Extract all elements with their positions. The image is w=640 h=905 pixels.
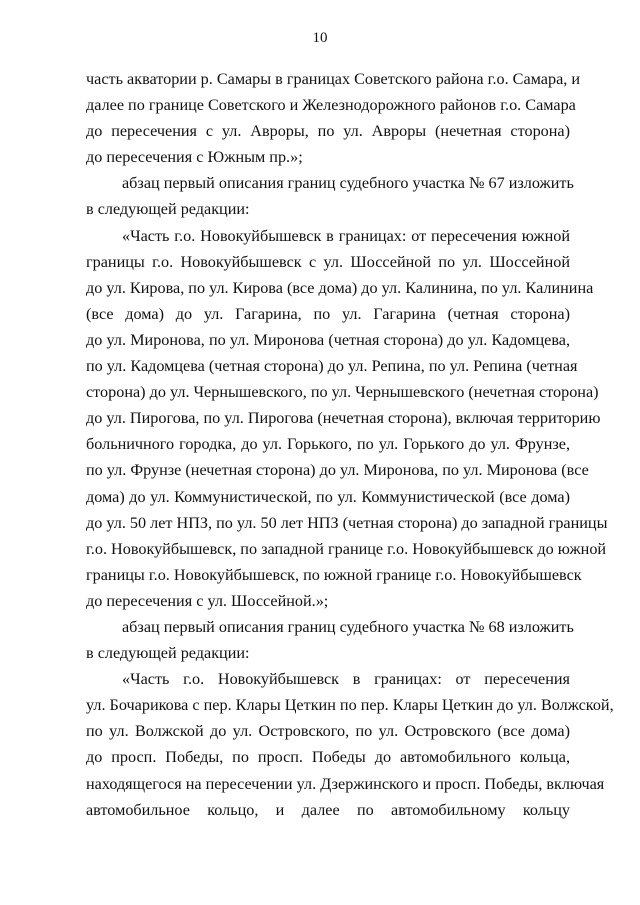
text-line: абзац первый описания границ судебного участка № 68 изложить (122, 617, 574, 636)
text-line: абзац первый описания границ судебного участка № 67 изложить (122, 174, 574, 193)
text-line: сторона) до ул. Чернышевского, по ул. Чернышевского (нечетная сторона) (86, 383, 599, 402)
text-line: до ул. Миронова, по ул. Миронова (четная сторона) до ул. Кадомцева, (86, 330, 570, 349)
text-line: автомобильное кольцо, и далее по автомобильному кольцу (86, 800, 570, 819)
text-line: до ул. Пирогова, по ул. Пирогова (нечетная сторона), включая территорию (86, 409, 601, 428)
text-line: «Часть г.о. Новокуйбышевск в границах: от пересечения южной (122, 226, 570, 245)
text-line: до пересечения с ул. Шоссейной.»; (86, 591, 329, 610)
text-line: по ул. Фрунзе (нечетная сторона) до ул. Миронова, по ул. Миронова (все (86, 461, 589, 480)
text-line: по ул. Волжской до ул. Островского, по ул. Островского (все дома) (86, 722, 570, 741)
text-line: в следующей редакции: (86, 200, 250, 219)
text-line: до ул. Кирова, по ул. Кирова (все дома) до ул. Калинина, по ул. Калинина (86, 278, 594, 297)
text-line: часть акватории р. Самары в границах Советского района г.о. Самара, и (86, 70, 581, 88)
text-line: до просп. Победы, по просп. Победы до автомобильного кольца, (86, 748, 570, 767)
text-line: находящегося на пересечении ул. Дзержинского и просп. Победы, включая (86, 774, 605, 793)
document-body (86, 66, 614, 823)
text-line: до пересечения с Южным пр.»; (86, 148, 303, 167)
text-line: в следующей редакции: (86, 644, 250, 663)
text-line: дома) до ул. Коммунистической, по ул. Коммунистической (все дома) (86, 487, 570, 506)
text-line: границы г.о. Новокуйбышевск с ул. Шоссейной по ул. Шоссейной (86, 252, 570, 271)
text-line: до пересечения с ул. Авроры, по ул. Авроры (нечетная сторона) (86, 122, 570, 141)
text-line: далее по границе Советского и Железнодорожного районов г.о. Самара (86, 96, 576, 115)
text-line: «Часть г.о. Новокуйбышевск в границах: от пересечения (122, 670, 570, 689)
text-line: ул. Бочарикова с пер. Клары Цеткин по пер. Клары Цеткин до ул. Волжской, (86, 696, 614, 715)
text-line: по ул. Кадомцева (четная сторона) до ул. Репина, по ул. Репина (четная (86, 357, 578, 376)
text-line: границы г.о. Новокуйбышевск, по южной границе г.о. Новокуйбышевск (86, 565, 582, 584)
text-line: (все дома) до ул. Гагарина, по ул. Гагарина (четная сторона) (86, 304, 570, 323)
text-line: до ул. 50 лет НПЗ, по ул. 50 лет НПЗ (четная сторона) до западной границы (86, 513, 608, 532)
text-line: больничного городка, до ул. Горького, по ул. Горького до ул. Фрунзе, (86, 435, 570, 454)
page-number: 10 (312, 30, 328, 46)
text-line: г.о. Новокуйбышевск, по западной границе г.о. Новокуйбышевск до южной (86, 539, 607, 558)
